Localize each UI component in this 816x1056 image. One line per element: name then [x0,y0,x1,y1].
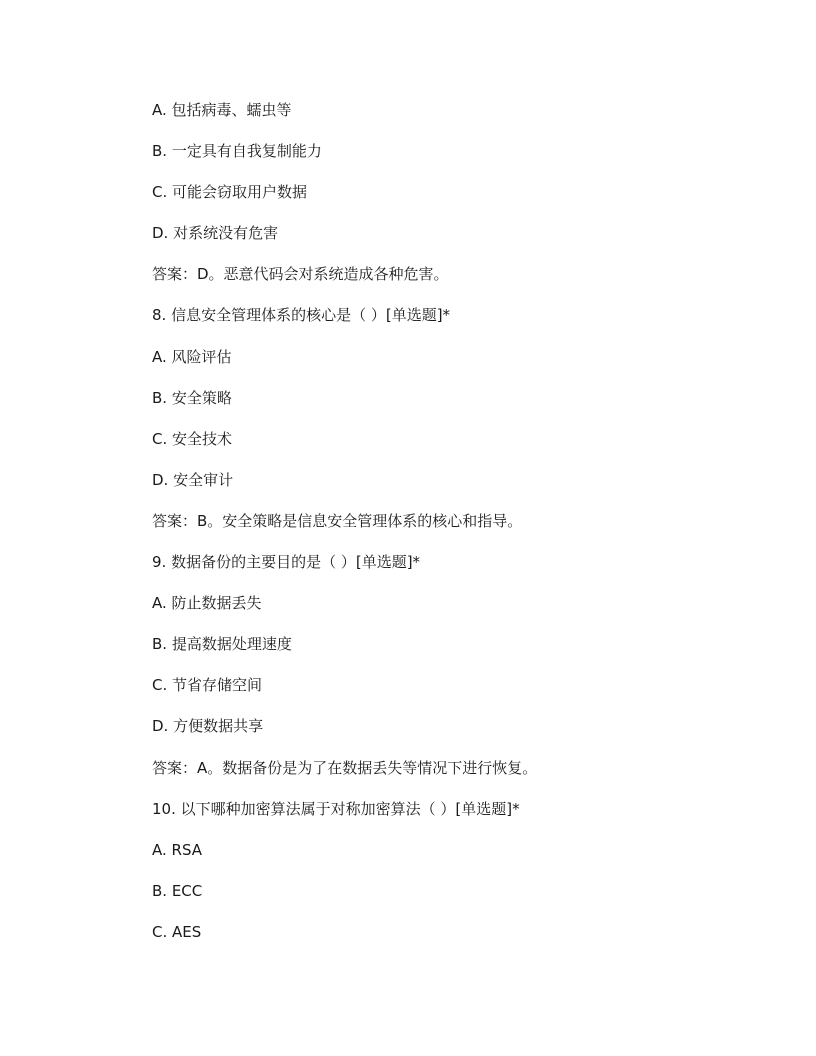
option-b: B. 一定具有自我复制能力 [152,142,322,161]
question-8-option-b: B. 安全策略 [152,388,232,407]
question-9-option-c: C. 节省存储空间 [152,676,263,695]
question-9-option-a: A. 防止数据丢失 [152,594,262,613]
question-10-option-c: C. AES [152,922,202,941]
question-8-option-d: D. 安全审计 [152,470,234,489]
question-10-option-a: A. RSA [152,840,203,859]
option-a: A. 包括病毒、蠕虫等 [152,101,292,119]
question-9-option-d: D. 方便数据共享 [152,717,264,736]
question-9: 9. 数据备份的主要目的是（ ）[单选题]* [152,553,421,572]
question-9-option-b: B. 提高数据处理速度 [152,635,292,654]
question-8: 8. 信息安全管理体系的核心是（ ）[单选题]* [152,306,451,325]
answer-8: 答案：B。安全策略是信息安全管理体系的核心和指导。 [152,511,523,530]
option-d: D. 对系统没有危害 [152,224,279,243]
question-10: 10. 以下哪种加密算法属于对称加密算法（ ）[单选题]* [152,799,520,818]
question-8-option-a: A. 风险评估 [152,347,232,366]
question-10-option-b: B. ECC [152,881,203,900]
question-list [152,99,752,962]
option-c: C. 可能会窃取用户数据 [152,183,308,202]
answer-9: 答案：A。数据备份是为了在数据丢失等情况下进行恢复。 [152,758,538,777]
answer-7: 答案：D。恶意代码会对系统造成各种危害。 [152,265,449,284]
question-8-option-c: C. 安全技术 [152,429,233,448]
